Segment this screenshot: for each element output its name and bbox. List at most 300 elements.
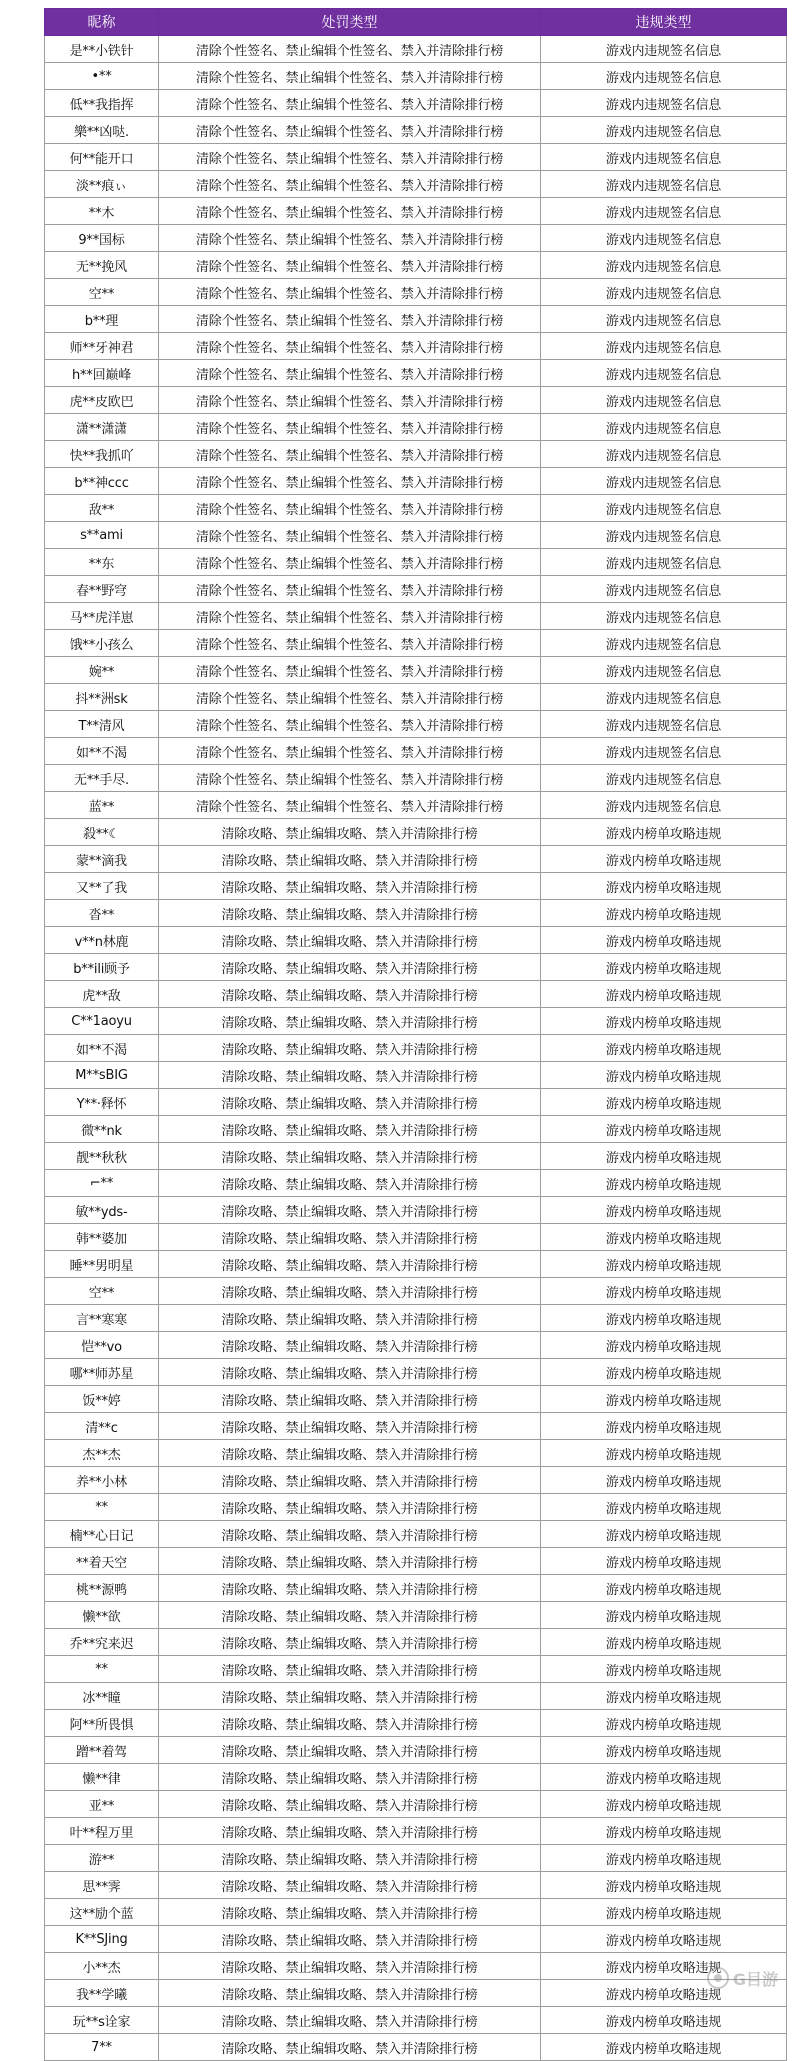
nickname-cell: 敌** (45, 495, 159, 522)
nickname-cell: 快**我抓吖 (45, 441, 159, 468)
penalty-type-cell: 清除个性签名、禁止编辑个性签名、禁入并清除排行榜 (159, 36, 541, 63)
table-row (45, 360, 787, 387)
penalty-type-cell: 清除个性签名、禁止编辑个性签名、禁入并清除排行榜 (159, 360, 541, 387)
violation-type-cell: 游戏内榜单攻略违规 (541, 1494, 787, 1521)
penalty-type-cell: 清除攻略、禁止编辑攻略、禁入并清除排行榜 (159, 1386, 541, 1413)
table-row (45, 1170, 787, 1197)
nickname-cell: s**ami (45, 522, 159, 549)
table-row (45, 1575, 787, 1602)
penalty-type-cell: 清除攻略、禁止编辑攻略、禁入并清除排行榜 (159, 1359, 541, 1386)
table-row (45, 1359, 787, 1386)
table-row (45, 711, 787, 738)
nickname-cell: 师**牙神君 (45, 333, 159, 360)
nickname-cell: ** (45, 1494, 159, 1521)
violation-type-cell: 游戏内违规签名信息 (541, 387, 787, 414)
nickname-cell: 杰**杰 (45, 1440, 159, 1467)
violation-type-cell: 游戏内榜单攻略违规 (541, 900, 787, 927)
violation-type-cell: 游戏内榜单攻略违规 (541, 1278, 787, 1305)
table-row (45, 1278, 787, 1305)
table-body (45, 36, 787, 2061)
watermark (707, 1966, 778, 1990)
table-row (45, 792, 787, 819)
table-row (45, 1386, 787, 1413)
penalty-table-container (44, 8, 786, 2061)
penalty-type-cell: 清除攻略、禁止编辑攻略、禁入并清除排行榜 (159, 981, 541, 1008)
nickname-cell: 低**我指挥 (45, 90, 159, 117)
violation-type-cell: 游戏内榜单攻略违规 (541, 927, 787, 954)
nickname-cell: 睡**男明星 (45, 1251, 159, 1278)
table-header-row (45, 9, 787, 36)
nickname-cell: 哪**师苏星 (45, 1359, 159, 1386)
violation-type-cell: 游戏内榜单攻略违规 (541, 1980, 787, 2007)
table-row (45, 387, 787, 414)
table-row (45, 1440, 787, 1467)
watermark-text: G目游 (732, 1969, 778, 1989)
table-row (45, 1818, 787, 1845)
table-row (45, 1467, 787, 1494)
penalty-type-cell: 清除个性签名、禁止编辑个性签名、禁入并清除排行榜 (159, 495, 541, 522)
table-row (45, 1494, 787, 1521)
penalty-type-cell: 清除个性签名、禁止编辑个性签名、禁入并清除排行榜 (159, 657, 541, 684)
penalty-type-cell: 清除攻略、禁止编辑攻略、禁入并清除排行榜 (159, 2034, 541, 2061)
violation-type-cell: 游戏内违规签名信息 (541, 63, 787, 90)
violation-type-cell: 游戏内榜单攻略违规 (541, 1008, 787, 1035)
violation-type-cell: 游戏内榜单攻略违规 (541, 1656, 787, 1683)
nickname-cell: 空** (45, 279, 159, 306)
nickname-cell: 饿**小孩么 (45, 630, 159, 657)
penalty-type-cell: 清除个性签名、禁止编辑个性签名、禁入并清除排行榜 (159, 468, 541, 495)
nickname-cell: T**清风 (45, 711, 159, 738)
site-logo-icon (707, 1967, 729, 1989)
violation-type-cell: 游戏内榜单攻略违规 (541, 2007, 787, 2034)
nickname-cell: 思**霁 (45, 1872, 159, 1899)
column-header-violation-type: 违规类型 (541, 9, 787, 36)
penalty-type-cell: 清除攻略、禁止编辑攻略、禁入并清除排行榜 (159, 1845, 541, 1872)
nickname-cell: 阿**所畏惧 (45, 1710, 159, 1737)
table-row (45, 603, 787, 630)
nickname-cell: 蓝** (45, 792, 159, 819)
nickname-cell: 言**寒寒 (45, 1305, 159, 1332)
violation-type-cell: 游戏内榜单攻略违规 (541, 1467, 787, 1494)
table-row (45, 549, 787, 576)
nickname-cell: 懒**欲 (45, 1602, 159, 1629)
nickname-cell: 蒙**滴我 (45, 846, 159, 873)
table-row (45, 171, 787, 198)
penalty-type-cell: 清除攻略、禁止编辑攻略、禁入并清除排行榜 (159, 1548, 541, 1575)
violation-type-cell: 游戏内榜单攻略违规 (541, 1845, 787, 1872)
nickname-cell: 我**学曦 (45, 1980, 159, 2007)
nickname-cell: 虎**皮欧巴 (45, 387, 159, 414)
penalty-type-cell: 清除个性签名、禁止编辑个性签名、禁入并清除排行榜 (159, 117, 541, 144)
table-row (45, 306, 787, 333)
penalty-type-cell: 清除攻略、禁止编辑攻略、禁入并清除排行榜 (159, 1008, 541, 1035)
violation-type-cell: 游戏内违规签名信息 (541, 90, 787, 117)
penalty-type-cell: 清除个性签名、禁止编辑个性签名、禁入并清除排行榜 (159, 738, 541, 765)
nickname-cell: 婉** (45, 657, 159, 684)
nickname-cell: 沓** (45, 900, 159, 927)
table-row (45, 1413, 787, 1440)
penalty-type-cell: 清除攻略、禁止编辑攻略、禁入并清除排行榜 (159, 1332, 541, 1359)
violation-type-cell: 游戏内违规签名信息 (541, 198, 787, 225)
violation-type-cell: 游戏内榜单攻略违规 (541, 1440, 787, 1467)
table-row (45, 1251, 787, 1278)
table-row (45, 819, 787, 846)
violation-type-cell: 游戏内榜单攻略违规 (541, 1332, 787, 1359)
nickname-cell: 是**小铁针 (45, 36, 159, 63)
nickname-cell: 养**小林 (45, 1467, 159, 1494)
penalty-type-cell: 清除攻略、禁止编辑攻略、禁入并清除排行榜 (159, 1764, 541, 1791)
violation-type-cell: 游戏内违规签名信息 (541, 603, 787, 630)
nickname-cell: Y**·释怀 (45, 1089, 159, 1116)
penalty-type-cell: 清除个性签名、禁止编辑个性签名、禁入并清除排行榜 (159, 711, 541, 738)
table-row (45, 414, 787, 441)
nickname-cell: 抖**洲sk (45, 684, 159, 711)
table-row (45, 522, 787, 549)
violation-type-cell: 游戏内榜单攻略违规 (541, 1683, 787, 1710)
penalty-type-cell: 清除攻略、禁止编辑攻略、禁入并清除排行榜 (159, 1818, 541, 1845)
penalty-type-cell: 清除攻略、禁止编辑攻略、禁入并清除排行榜 (159, 1629, 541, 1656)
penalty-type-cell: 清除攻略、禁止编辑攻略、禁入并清除排行榜 (159, 900, 541, 927)
violation-type-cell: 游戏内违规签名信息 (541, 333, 787, 360)
table-row (45, 1656, 787, 1683)
violation-type-cell: 游戏内榜单攻略违规 (541, 1089, 787, 1116)
violation-type-cell: 游戏内榜单攻略违规 (541, 873, 787, 900)
violation-type-cell: 游戏内榜单攻略违规 (541, 1899, 787, 1926)
nickname-cell: 游** (45, 1845, 159, 1872)
table-row (45, 198, 787, 225)
penalty-type-cell: 清除攻略、禁止编辑攻略、禁入并清除排行榜 (159, 1116, 541, 1143)
nickname-cell: 蹭**着驾 (45, 1737, 159, 1764)
nickname-cell: v**n林鹿 (45, 927, 159, 954)
penalty-type-cell: 清除个性签名、禁止编辑个性签名、禁入并清除排行榜 (159, 441, 541, 468)
nickname-cell: 乔**究来迟 (45, 1629, 159, 1656)
table-row (45, 657, 787, 684)
nickname-cell: 恺**vo (45, 1332, 159, 1359)
table-row (45, 765, 787, 792)
violation-type-cell: 游戏内违规签名信息 (541, 765, 787, 792)
column-header-nickname: 昵称 (45, 9, 159, 36)
column-header-penalty-type: 处罚类型 (159, 9, 541, 36)
table-row (45, 1224, 787, 1251)
nickname-cell: 春**野穹 (45, 576, 159, 603)
violation-type-cell: 游戏内违规签名信息 (541, 36, 787, 63)
table-row (45, 2007, 787, 2034)
penalty-type-cell: 清除攻略、禁止编辑攻略、禁入并清除排行榜 (159, 1926, 541, 1953)
penalty-type-cell: 清除攻略、禁止编辑攻略、禁入并清除排行榜 (159, 2007, 541, 2034)
nickname-cell: b**神ccc (45, 468, 159, 495)
violation-type-cell: 游戏内违规签名信息 (541, 657, 787, 684)
table-row (45, 1035, 787, 1062)
penalty-type-cell: 清除个性签名、禁止编辑个性签名、禁入并清除排行榜 (159, 171, 541, 198)
penalty-type-cell: 清除攻略、禁止编辑攻略、禁入并清除排行榜 (159, 1305, 541, 1332)
violation-type-cell: 游戏内违规签名信息 (541, 279, 787, 306)
penalty-type-cell: 清除攻略、禁止编辑攻略、禁入并清除排行榜 (159, 1035, 541, 1062)
nickname-cell: 又**了我 (45, 873, 159, 900)
penalty-type-cell: 清除个性签名、禁止编辑个性签名、禁入并清除排行榜 (159, 252, 541, 279)
penalty-type-cell: 清除个性签名、禁止编辑个性签名、禁入并清除排行榜 (159, 522, 541, 549)
table-row (45, 279, 787, 306)
violation-type-cell: 游戏内榜单攻略违规 (541, 1791, 787, 1818)
nickname-cell: •** (45, 63, 159, 90)
violation-type-cell: 游戏内榜单攻略违规 (541, 1224, 787, 1251)
penalty-type-cell: 清除个性签名、禁止编辑个性签名、禁入并清除排行榜 (159, 198, 541, 225)
penalty-type-cell: 清除个性签名、禁止编辑个性签名、禁入并清除排行榜 (159, 306, 541, 333)
nickname-cell: ** (45, 1656, 159, 1683)
violation-type-cell: 游戏内榜单攻略违规 (541, 1197, 787, 1224)
penalty-type-cell: 清除个性签名、禁止编辑个性签名、禁入并清除排行榜 (159, 549, 541, 576)
nickname-cell: 靓**秋秋 (45, 1143, 159, 1170)
nickname-cell: 无**手尽. (45, 765, 159, 792)
table-row (45, 90, 787, 117)
nickname-cell: h**回巅峰 (45, 360, 159, 387)
penalty-type-cell: 清除个性签名、禁止编辑个性签名、禁入并清除排行榜 (159, 144, 541, 171)
nickname-cell: 这**励个蓝 (45, 1899, 159, 1926)
violation-type-cell: 游戏内榜单攻略违规 (541, 819, 787, 846)
table-row (45, 1305, 787, 1332)
violation-type-cell: 游戏内违规签名信息 (541, 414, 787, 441)
violation-type-cell: 游戏内违规签名信息 (541, 792, 787, 819)
violation-type-cell: 游戏内榜单攻略违规 (541, 1710, 787, 1737)
nickname-cell: 7** (45, 2034, 159, 2061)
violation-type-cell: 游戏内违规签名信息 (541, 522, 787, 549)
table-row (45, 1602, 787, 1629)
nickname-cell: 如**不渴 (45, 1035, 159, 1062)
violation-type-cell: 游戏内违规签名信息 (541, 360, 787, 387)
penalty-type-cell: 清除攻略、禁止编辑攻略、禁入并清除排行榜 (159, 1521, 541, 1548)
table-row (45, 1008, 787, 1035)
violation-type-cell: 游戏内违规签名信息 (541, 306, 787, 333)
penalty-type-cell: 清除攻略、禁止编辑攻略、禁入并清除排行榜 (159, 1089, 541, 1116)
penalty-type-cell: 清除攻略、禁止编辑攻略、禁入并清除排行榜 (159, 1062, 541, 1089)
table-row (45, 252, 787, 279)
penalty-type-cell: 清除个性签名、禁止编辑个性签名、禁入并清除排行榜 (159, 225, 541, 252)
nickname-cell: 小**杰 (45, 1953, 159, 1980)
penalty-type-cell: 清除攻略、禁止编辑攻略、禁入并清除排行榜 (159, 1602, 541, 1629)
violation-type-cell: 游戏内榜单攻略违规 (541, 1602, 787, 1629)
violation-type-cell: 游戏内榜单攻略违规 (541, 1359, 787, 1386)
table-row (45, 684, 787, 711)
penalty-type-cell: 清除攻略、禁止编辑攻略、禁入并清除排行榜 (159, 927, 541, 954)
penalty-type-cell: 清除攻略、禁止编辑攻略、禁入并清除排行榜 (159, 1953, 541, 1980)
penalty-type-cell: 清除攻略、禁止编辑攻略、禁入并清除排行榜 (159, 1791, 541, 1818)
nickname-cell: 叶**程万里 (45, 1818, 159, 1845)
nickname-cell: 无**挽风 (45, 252, 159, 279)
violation-type-cell: 游戏内榜单攻略违规 (541, 1872, 787, 1899)
nickname-cell: 淡**痕ぃ (45, 171, 159, 198)
violation-type-cell: 游戏内违规签名信息 (541, 549, 787, 576)
nickname-cell: 饭**婷 (45, 1386, 159, 1413)
penalty-type-cell: 清除攻略、禁止编辑攻略、禁入并清除排行榜 (159, 1872, 541, 1899)
nickname-cell: b**ili顾予 (45, 954, 159, 981)
penalty-type-cell: 清除个性签名、禁止编辑个性签名、禁入并清除排行榜 (159, 414, 541, 441)
violation-type-cell: 游戏内榜单攻略违规 (541, 1764, 787, 1791)
penalty-type-cell: 清除攻略、禁止编辑攻略、禁入并清除排行榜 (159, 1710, 541, 1737)
violation-type-cell: 游戏内违规签名信息 (541, 117, 787, 144)
table-row (45, 1845, 787, 1872)
nickname-cell: 清**c (45, 1413, 159, 1440)
nickname-cell: 空** (45, 1278, 159, 1305)
violation-type-cell: 游戏内违规签名信息 (541, 711, 787, 738)
table-row (45, 1629, 787, 1656)
table-row (45, 1899, 787, 1926)
table-row (45, 1764, 787, 1791)
nickname-cell: 敏**yds- (45, 1197, 159, 1224)
violation-type-cell: 游戏内榜单攻略违规 (541, 1629, 787, 1656)
violation-type-cell: 游戏内违规签名信息 (541, 225, 787, 252)
table-row (45, 1872, 787, 1899)
penalty-type-cell: 清除个性签名、禁止编辑个性签名、禁入并清除排行榜 (159, 630, 541, 657)
nickname-cell: 微**nk (45, 1116, 159, 1143)
violation-type-cell: 游戏内违规签名信息 (541, 576, 787, 603)
nickname-cell: 玩**s诠家 (45, 2007, 159, 2034)
table-row (45, 900, 787, 927)
table-row (45, 1683, 787, 1710)
penalty-type-cell: 清除攻略、禁止编辑攻略、禁入并清除排行榜 (159, 846, 541, 873)
nickname-cell: 冰**瞳 (45, 1683, 159, 1710)
table-row (45, 333, 787, 360)
nickname-cell: M**sBIG (45, 1062, 159, 1089)
violation-type-cell: 游戏内违规签名信息 (541, 441, 787, 468)
violation-type-cell: 游戏内榜单攻略违规 (541, 1170, 787, 1197)
penalty-type-cell: 清除攻略、禁止编辑攻略、禁入并清除排行榜 (159, 1575, 541, 1602)
penalty-type-cell: 清除攻略、禁止编辑攻略、禁入并清除排行榜 (159, 954, 541, 981)
table-row (45, 954, 787, 981)
violation-type-cell: 游戏内榜单攻略违规 (541, 1818, 787, 1845)
violation-type-cell: 游戏内榜单攻略违规 (541, 1305, 787, 1332)
penalty-type-cell: 清除个性签名、禁止编辑个性签名、禁入并清除排行榜 (159, 792, 541, 819)
violation-type-cell: 游戏内榜单攻略违规 (541, 1251, 787, 1278)
penalty-type-cell: 清除个性签名、禁止编辑个性签名、禁入并清除排行榜 (159, 90, 541, 117)
nickname-cell: 懒**律 (45, 1764, 159, 1791)
table-row (45, 117, 787, 144)
table-row (45, 144, 787, 171)
nickname-cell: 楠**心日记 (45, 1521, 159, 1548)
violation-type-cell: 游戏内违规签名信息 (541, 252, 787, 279)
penalty-type-cell: 清除个性签名、禁止编辑个性签名、禁入并清除排行榜 (159, 333, 541, 360)
table-row (45, 1980, 787, 2007)
penalty-type-cell: 清除攻略、禁止编辑攻略、禁入并清除排行榜 (159, 1683, 541, 1710)
violation-type-cell: 游戏内榜单攻略违规 (541, 1575, 787, 1602)
table-row (45, 846, 787, 873)
table-row (45, 1521, 787, 1548)
violation-type-cell: 游戏内榜单攻略违规 (541, 1953, 787, 1980)
table-row (45, 1332, 787, 1359)
violation-type-cell: 游戏内榜单攻略违规 (541, 954, 787, 981)
table-row (45, 1953, 787, 1980)
nickname-cell: **着天空 (45, 1548, 159, 1575)
violation-type-cell: 游戏内榜单攻略违规 (541, 981, 787, 1008)
table-row (45, 225, 787, 252)
nickname-cell: 9**国标 (45, 225, 159, 252)
penalty-type-cell: 清除个性签名、禁止编辑个性签名、禁入并清除排行榜 (159, 684, 541, 711)
nickname-cell: **木 (45, 198, 159, 225)
table-row (45, 495, 787, 522)
violation-type-cell: 游戏内违规签名信息 (541, 684, 787, 711)
penalty-type-cell: 清除攻略、禁止编辑攻略、禁入并清除排行榜 (159, 1737, 541, 1764)
table-row (45, 630, 787, 657)
penalty-type-cell: 清除攻略、禁止编辑攻略、禁入并清除排行榜 (159, 1899, 541, 1926)
nickname-cell: 虎**敌 (45, 981, 159, 1008)
nickname-cell: 潇**潇潇 (45, 414, 159, 441)
table-row (45, 36, 787, 63)
violation-type-cell: 游戏内榜单攻略违规 (541, 846, 787, 873)
violation-type-cell: 游戏内违规签名信息 (541, 738, 787, 765)
table-row (45, 738, 787, 765)
table-row (45, 1062, 787, 1089)
penalty-type-cell: 清除个性签名、禁止编辑个性签名、禁入并清除排行榜 (159, 576, 541, 603)
penalty-type-cell: 清除攻略、禁止编辑攻略、禁入并清除排行榜 (159, 1143, 541, 1170)
violation-type-cell: 游戏内违规签名信息 (541, 144, 787, 171)
violation-type-cell: 游戏内违规签名信息 (541, 468, 787, 495)
nickname-cell: K**SJing (45, 1926, 159, 1953)
violation-type-cell: 游戏内榜单攻略违规 (541, 1926, 787, 1953)
table-row (45, 1548, 787, 1575)
nickname-cell: C**1aoyu (45, 1008, 159, 1035)
table-row (45, 1791, 787, 1818)
nickname-cell: 如**不渴 (45, 738, 159, 765)
table-row (45, 468, 787, 495)
penalty-type-cell: 清除个性签名、禁止编辑个性签名、禁入并清除排行榜 (159, 279, 541, 306)
nickname-cell: 何**能开口 (45, 144, 159, 171)
table-row (45, 1737, 787, 1764)
table-row (45, 873, 787, 900)
penalty-type-cell: 清除个性签名、禁止编辑个性签名、禁入并清除排行榜 (159, 603, 541, 630)
penalty-type-cell: 清除攻略、禁止编辑攻略、禁入并清除排行榜 (159, 1278, 541, 1305)
penalty-type-cell: 清除攻略、禁止编辑攻略、禁入并清除排行榜 (159, 1197, 541, 1224)
penalty-type-cell: 清除攻略、禁止编辑攻略、禁入并清除排行榜 (159, 1251, 541, 1278)
nickname-cell: 殺**☾ (45, 819, 159, 846)
nickname-cell: **东 (45, 549, 159, 576)
table-row (45, 1116, 787, 1143)
violation-type-cell: 游戏内榜单攻略违规 (541, 1062, 787, 1089)
table-row (45, 2034, 787, 2061)
violation-type-cell: 游戏内违规签名信息 (541, 630, 787, 657)
table-row (45, 1710, 787, 1737)
nickname-cell: ⌐** (45, 1170, 159, 1197)
penalty-type-cell: 清除攻略、禁止编辑攻略、禁入并清除排行榜 (159, 1980, 541, 2007)
nickname-cell: b**理 (45, 306, 159, 333)
violation-type-cell: 游戏内榜单攻略违规 (541, 1035, 787, 1062)
violation-type-cell: 游戏内违规签名信息 (541, 495, 787, 522)
table-row (45, 981, 787, 1008)
nickname-cell: 韩**婆加 (45, 1224, 159, 1251)
nickname-cell: 桃**源鸭 (45, 1575, 159, 1602)
table-row (45, 927, 787, 954)
penalty-type-cell: 清除攻略、禁止编辑攻略、禁入并清除排行榜 (159, 1656, 541, 1683)
penalty-type-cell: 清除攻略、禁止编辑攻略、禁入并清除排行榜 (159, 1413, 541, 1440)
violation-type-cell: 游戏内榜单攻略违规 (541, 1521, 787, 1548)
violation-type-cell: 游戏内榜单攻略违规 (541, 1548, 787, 1575)
violation-type-cell: 游戏内榜单攻略违规 (541, 2034, 787, 2061)
table-row (45, 63, 787, 90)
nickname-cell: 亚** (45, 1791, 159, 1818)
violation-type-cell: 游戏内榜单攻略违规 (541, 1386, 787, 1413)
penalty-type-cell: 清除攻略、禁止编辑攻略、禁入并清除排行榜 (159, 873, 541, 900)
penalty-type-cell: 清除攻略、禁止编辑攻略、禁入并清除排行榜 (159, 819, 541, 846)
violation-type-cell: 游戏内违规签名信息 (541, 171, 787, 198)
penalty-type-cell: 清除攻略、禁止编辑攻略、禁入并清除排行榜 (159, 1467, 541, 1494)
penalty-type-cell: 清除个性签名、禁止编辑个性签名、禁入并清除排行榜 (159, 765, 541, 792)
nickname-cell: 樂**凶哒. (45, 117, 159, 144)
penalty-type-cell: 清除攻略、禁止编辑攻略、禁入并清除排行榜 (159, 1440, 541, 1467)
violation-type-cell: 游戏内榜单攻略违规 (541, 1737, 787, 1764)
penalty-table (44, 8, 787, 2061)
penalty-type-cell: 清除攻略、禁止编辑攻略、禁入并清除排行榜 (159, 1494, 541, 1521)
table-row (45, 1197, 787, 1224)
table-row (45, 1089, 787, 1116)
penalty-type-cell: 清除攻略、禁止编辑攻略、禁入并清除排行榜 (159, 1170, 541, 1197)
violation-type-cell: 游戏内榜单攻略违规 (541, 1143, 787, 1170)
